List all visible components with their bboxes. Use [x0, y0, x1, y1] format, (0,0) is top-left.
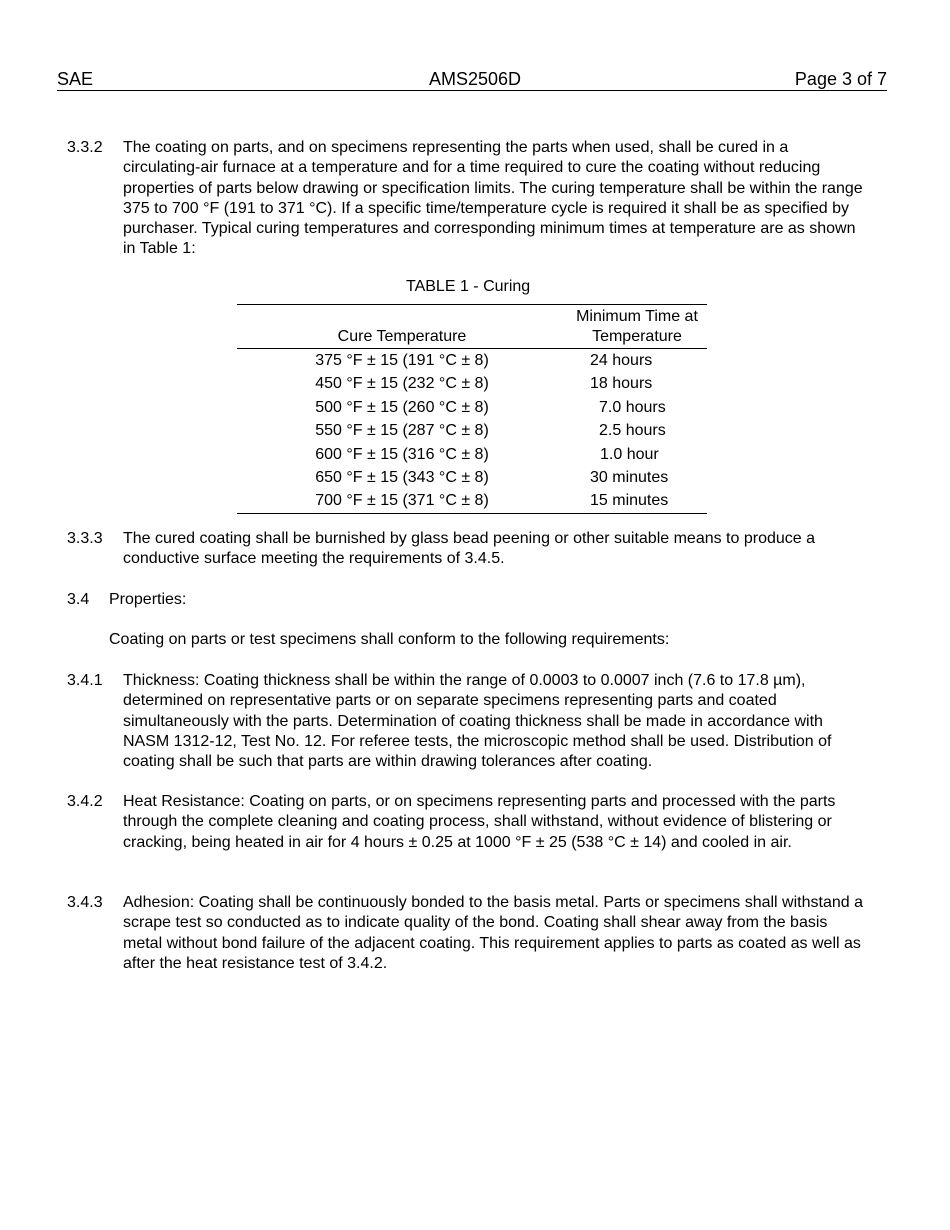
section-text: Thickness: Coating thickness shall be within the range of 0.0003 to 0.0007 inch (7.6 to 17.8 µm), determined on representative parts or on separate specimens representing parts and coated simultaneously with the parts. Determination of coating thickness shall be made in accordance with NASM 1312-12, Test No. 12. For referee tests, the microscopic method shall be used. Distribution of coating shall be such that parts are within drawing tolerances after coating.	[123, 672, 832, 771]
cell-time: 7.0 hours	[599, 398, 666, 416]
cell-temperature: 500 °F ± 15 (260 °C ± 8)	[315, 398, 489, 416]
col-header-line2: Temperature	[592, 328, 682, 345]
header-org: SAE	[57, 69, 94, 89]
table-row	[237, 396, 707, 419]
col-header-cure-temperature: Cure Temperature	[337, 328, 467, 345]
table-row	[237, 466, 707, 489]
section-text: Heat Resistance: Coating on parts, or on specimens representing parts and processed with the parts through the complete cleaning and coating process, shall withstand, without evidence of blistering or cracking, being heated in air for 4 hours ± 0.25 at 1000 °F ± 25 (538 °C ± 14) and cooled in air.	[123, 793, 836, 851]
table-row	[237, 372, 707, 395]
table-header-row	[237, 305, 707, 349]
curing-table	[237, 304, 707, 514]
cell-temperature: 700 °F ± 15 (371 °C ± 8)	[315, 492, 489, 510]
section-text: Adhesion: Coating shall be continuously bonded to the basis metal. Parts or specimens shall withstand a scrape test so conducted as to indicate quality of the bond. Coating shall shear away from the basis metal without bond failure of the adjacent coating. This requirement applies to parts as coated as well as after the heat resistance test of 3.4.2.	[123, 894, 863, 972]
cell-time: 18 hours	[590, 375, 653, 393]
cell-temperature: 650 °F ± 15 (343 °C ± 8)	[315, 469, 489, 487]
header-doc-id: AMS2506D	[429, 69, 522, 89]
section-number: 3.4.3	[67, 894, 103, 911]
table-row	[237, 443, 707, 466]
cell-time: 2.5 hours	[599, 422, 666, 440]
section-number: 3.3.3	[67, 530, 103, 547]
table-row	[237, 419, 707, 442]
section-3-4-intro: Coating on parts or test specimens shall conform to the following requirements:	[109, 631, 670, 648]
table-caption: TABLE 1 - Curing	[406, 278, 531, 295]
section-heading: Properties:	[109, 591, 187, 608]
cell-temperature: 600 °F ± 15 (316 °C ± 8)	[315, 445, 489, 463]
table-row	[237, 489, 707, 513]
table-row	[237, 349, 707, 373]
section-text: The cured coating shall be burnished by glass bead peening or other suitable means to produce a conductive surface meeting the requirements of 3.4.5.	[123, 530, 816, 568]
section-number: 3.3.2	[67, 139, 103, 156]
page-header	[57, 68, 887, 91]
cell-temperature: 375 °F ± 15 (191 °C ± 8)	[315, 352, 489, 369]
cell-time: 15 minutes	[590, 492, 669, 510]
cell-time: 30 minutes	[590, 469, 669, 487]
header-page-number: Page 3 of 7	[794, 69, 887, 89]
col-header-line1: Minimum Time at	[576, 308, 698, 325]
col-header-minimum-time	[567, 305, 707, 349]
section-number: 3.4	[67, 591, 90, 608]
section-number: 3.4.1	[67, 672, 103, 689]
section-number: 3.4.2	[67, 793, 103, 810]
cell-temperature: 550 °F ± 15 (287 °C ± 8)	[315, 422, 489, 440]
section-text: The coating on parts, and on specimens representing the parts when used, shall be cured in a circulating-air furnace at a temperature and for a time required to cure the coating without reducing properties of parts below drawing or specification limits. The curing temperature shall be within the range 375 to 700 °F (191 to 371 °C). If a specific time/temperature cycle is required it shall be as specified by purchaser. Typical curing temperatures and corresponding minimum times at temperature are as shown in Table 1:	[123, 139, 863, 258]
cell-time: 24 hours	[590, 352, 653, 369]
cell-time: 1.0 hour	[600, 445, 659, 463]
cell-temperature: 450 °F ± 15 (232 °C ± 8)	[315, 375, 489, 393]
